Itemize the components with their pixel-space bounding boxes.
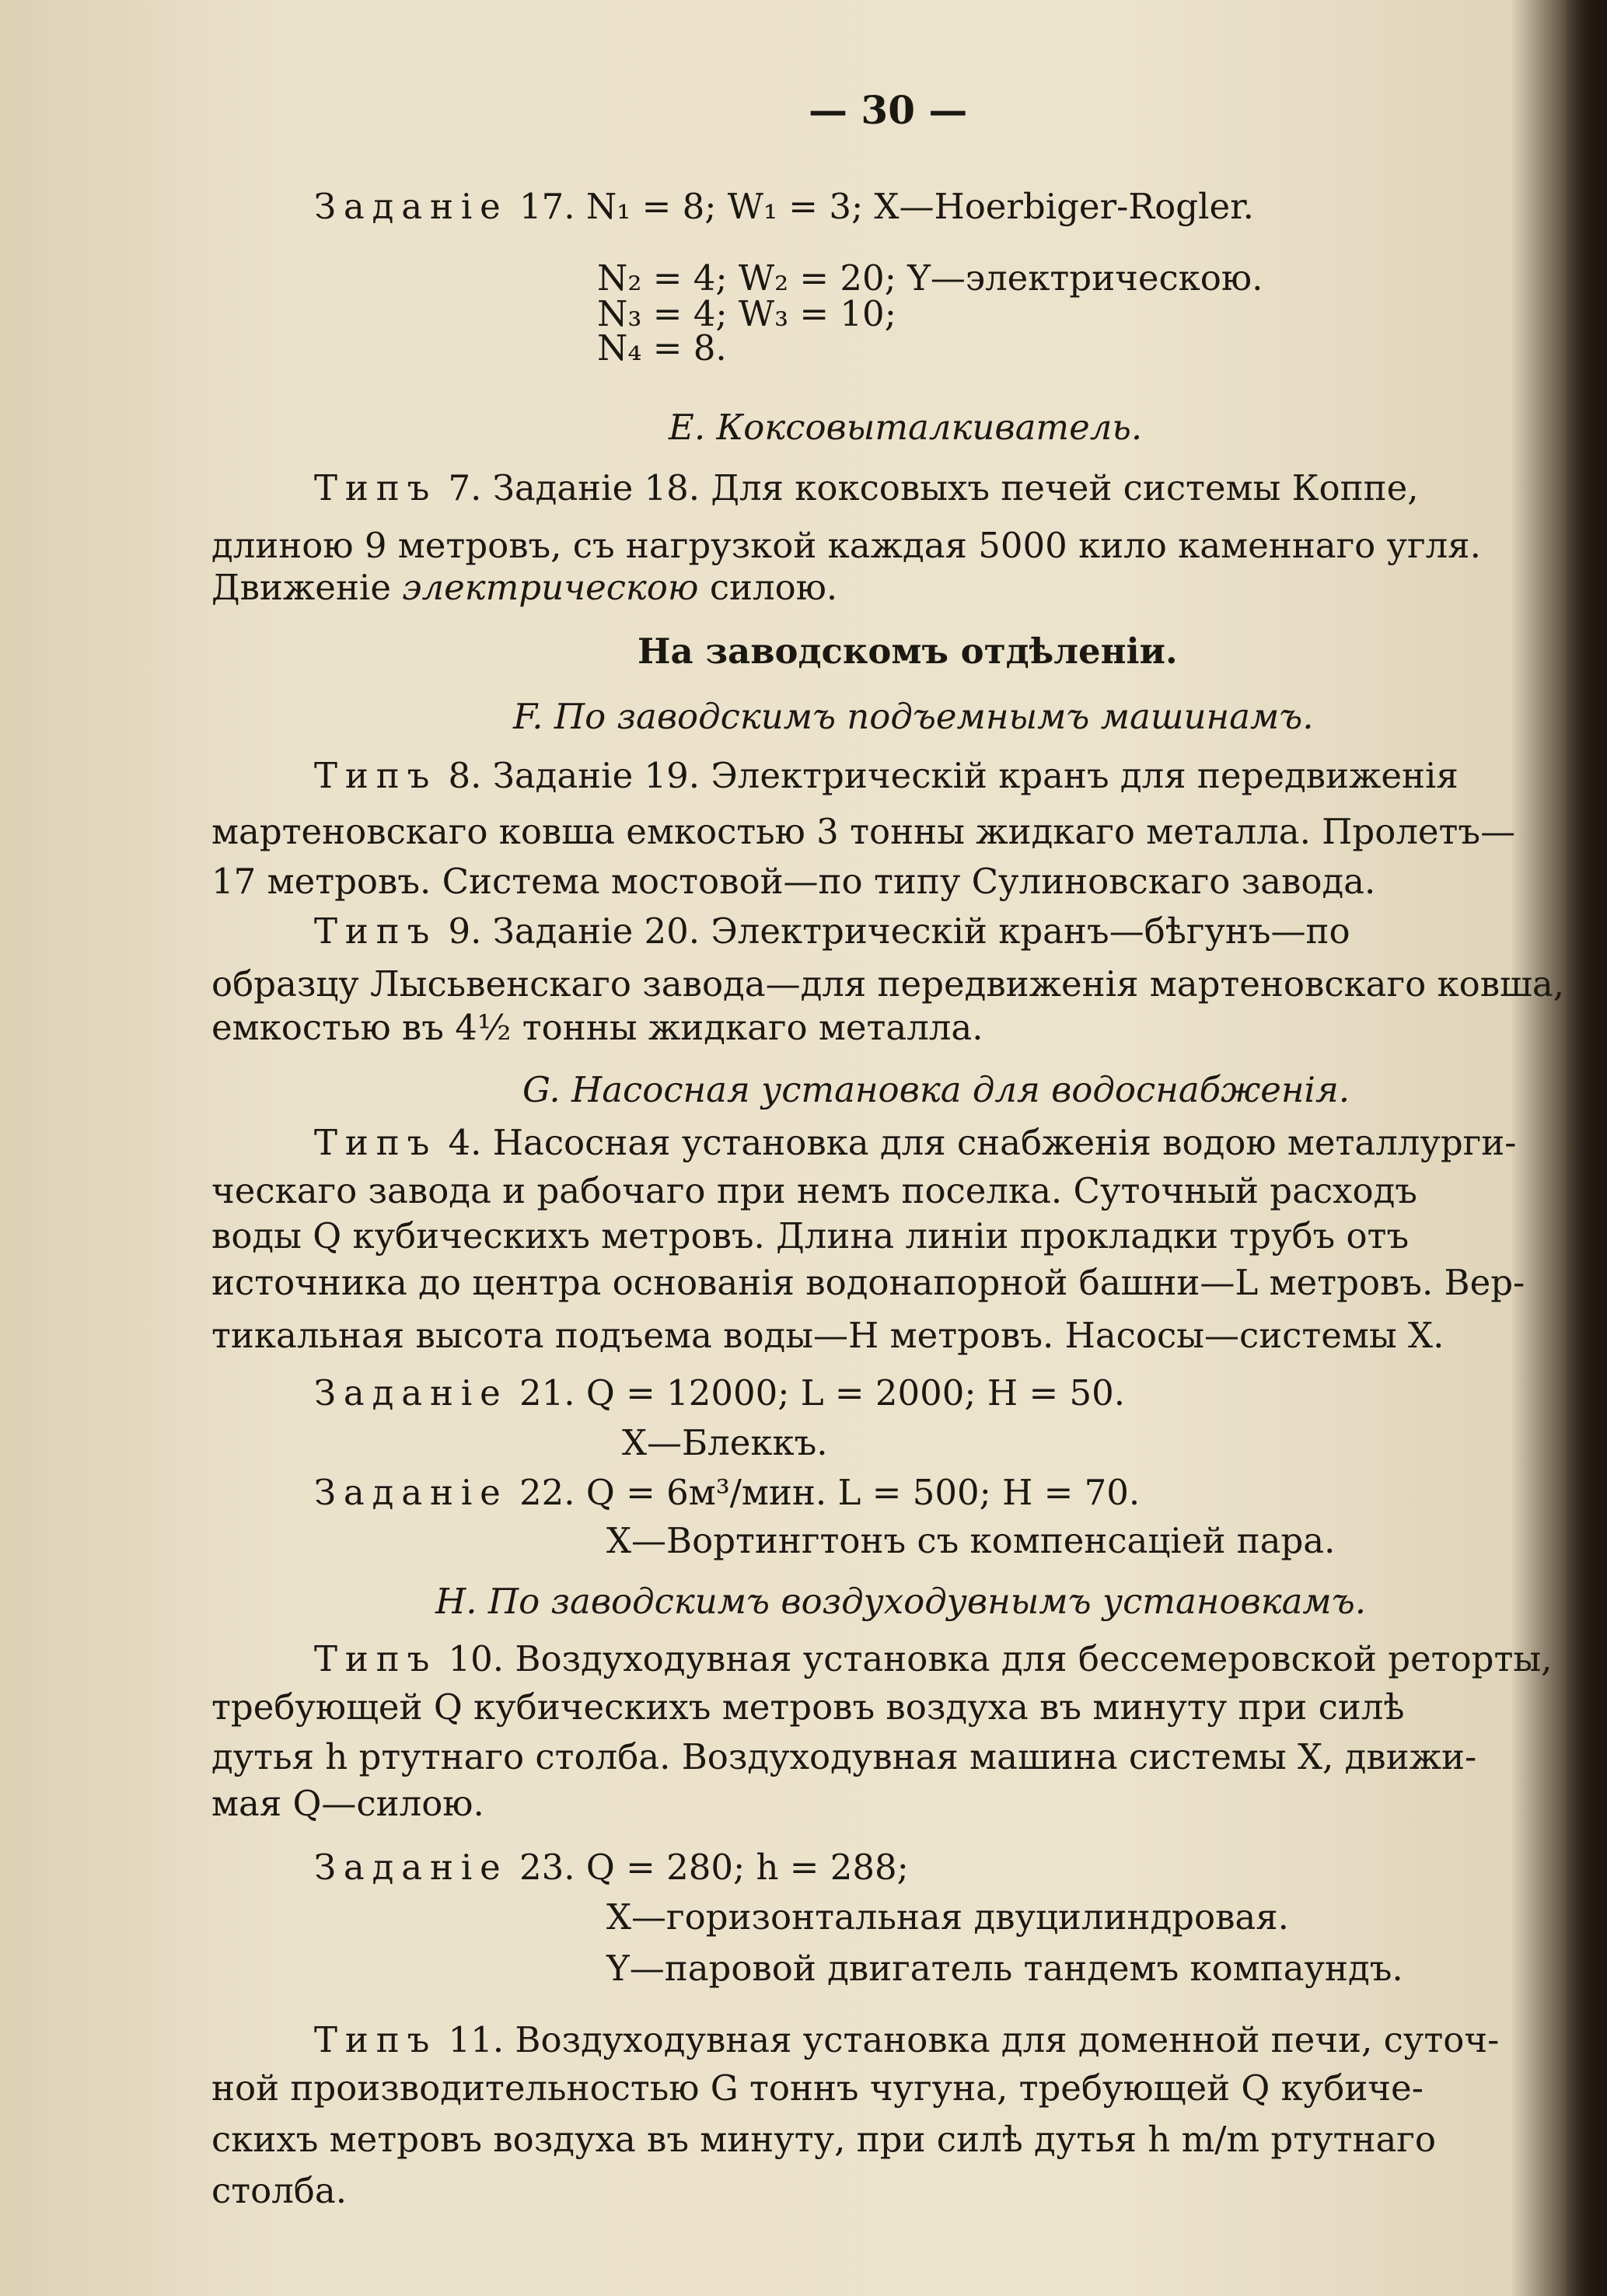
type4-line3: воды Q кубическихъ метровъ. Длина линіи прокладки трубъ отъ (211, 1215, 1410, 1256)
type11-line1: Типъ 11. Воздуходувная установка для доменной печи, суточ- (314, 2019, 1500, 2060)
section-f-heading: F. По заводскимъ подъемнымъ машинамъ. (513, 696, 1314, 737)
task17-line2: N₂ = 4; W₂ = 20; Y—электрическою. (597, 257, 1263, 299)
type10-line4: мая Q—силою. (211, 1783, 484, 1824)
task21-line2: X—Блеккъ. (622, 1422, 828, 1463)
type7-word-movement: Движеніе (211, 567, 391, 608)
task21-line1: Заданіе 21. Q = 12000; L = 2000; H = 50. (314, 1372, 1126, 1414)
task17-line3: N₃ = 4; W₃ = 10; (597, 293, 896, 334)
section-e-heading: E. Коксовыталкиватель. (669, 407, 1143, 448)
type7-line2: длиною 9 метровъ, съ нагрузкой каждая 5000 кило каменнаго угля. (211, 525, 1481, 566)
type7-line3 (211, 564, 837, 611)
type8-line2: мартеновскаго ковша емкостью 3 тонны жидкаго металла. Пролетъ— (211, 811, 1516, 852)
section-g-heading: G. Насосная установка для водоснабженія. (522, 1069, 1350, 1110)
task22-line2: X—Вортингтонъ съ компенсаціей пара. (606, 1520, 1336, 1561)
task23-line2: X—горизонтальная двуцилиндровая. (606, 1896, 1289, 1938)
type9-line1: Типъ 9. Заданіе 20. Электрическій кранъ—бѣгунъ—по (314, 910, 1350, 952)
type8-line1: Типъ 8. Заданіе 19. Электрическій кранъ для передвиженія (314, 755, 1459, 796)
task17-line1: Заданіе 17. N₁ = 8; W₁ = 3; X—Hoerbiger-Rogler. (314, 186, 1254, 227)
task23-line1: Заданіе 23. Q = 280; h = 288; (314, 1847, 909, 1888)
type9-line2: образцу Лысьвенскаго завода—для передвиженія мартеновскаго ковша, (211, 963, 1564, 1005)
type7-word-electric: электрическою (402, 567, 699, 608)
type11-line2: ной производительностью G тоннъ чугуна, требующей Q кубиче- (211, 2067, 1424, 2109)
type10-line1: Типъ 10. Воздуходувная установка для бессемеровской реторты, (314, 1638, 1553, 1679)
type4-line1: Типъ 4. Насосная установка для снабженія водою металлурги- (314, 1122, 1517, 1163)
type9-line3: емкостью въ 4½ тонны жидкаго металла. (211, 1007, 983, 1048)
type11-line4: столба. (211, 2170, 348, 2211)
task23-line3: Y—паровой двигатель тандемъ компаундъ. (606, 1948, 1403, 1989)
page-number: — 30 — (809, 87, 968, 133)
type8-line3: 17 метровъ. Система мостовой—по типу Сулиновскаго завода. (211, 861, 1376, 902)
binding-shadow (1564, 0, 1607, 2296)
task17-line4: N₄ = 8. (597, 327, 727, 369)
type11-line3: скихъ метровъ воздуха въ минуту, при силѣ дутья h m/m ртутнаго (211, 2119, 1436, 2160)
type10-line2: требующей Q кубическихъ метровъ воздуха въ минуту при силѣ (211, 1686, 1405, 1728)
type4-line4: источника до центра основанія водонапорной башни—L метровъ. Вер- (211, 1262, 1525, 1303)
section-h-heading: H. По заводскимъ воздуходувнымъ установкамъ. (435, 1581, 1367, 1622)
type4-line2: ческаго завода и рабочаго при немъ поселка. Суточный расходъ (211, 1170, 1417, 1211)
task22-line1: Заданіе 22. Q = 6м³/мин. L = 500; H = 70. (314, 1472, 1141, 1513)
type10-line3: дутья h ртутнаго столба. Воздуходувная машина системы X, движи- (211, 1736, 1477, 1777)
factory-section-heading: На заводскомъ отдѣленіи. (638, 631, 1178, 672)
type7-line1: Типъ 7. Заданіе 18. Для коксовыхъ печей системы Коппе, (314, 467, 1419, 508)
type7-word-force: силою. (709, 567, 838, 608)
type4-line5: тикальная высота подъема воды—H метровъ. Насосы—системы X. (211, 1315, 1445, 1356)
